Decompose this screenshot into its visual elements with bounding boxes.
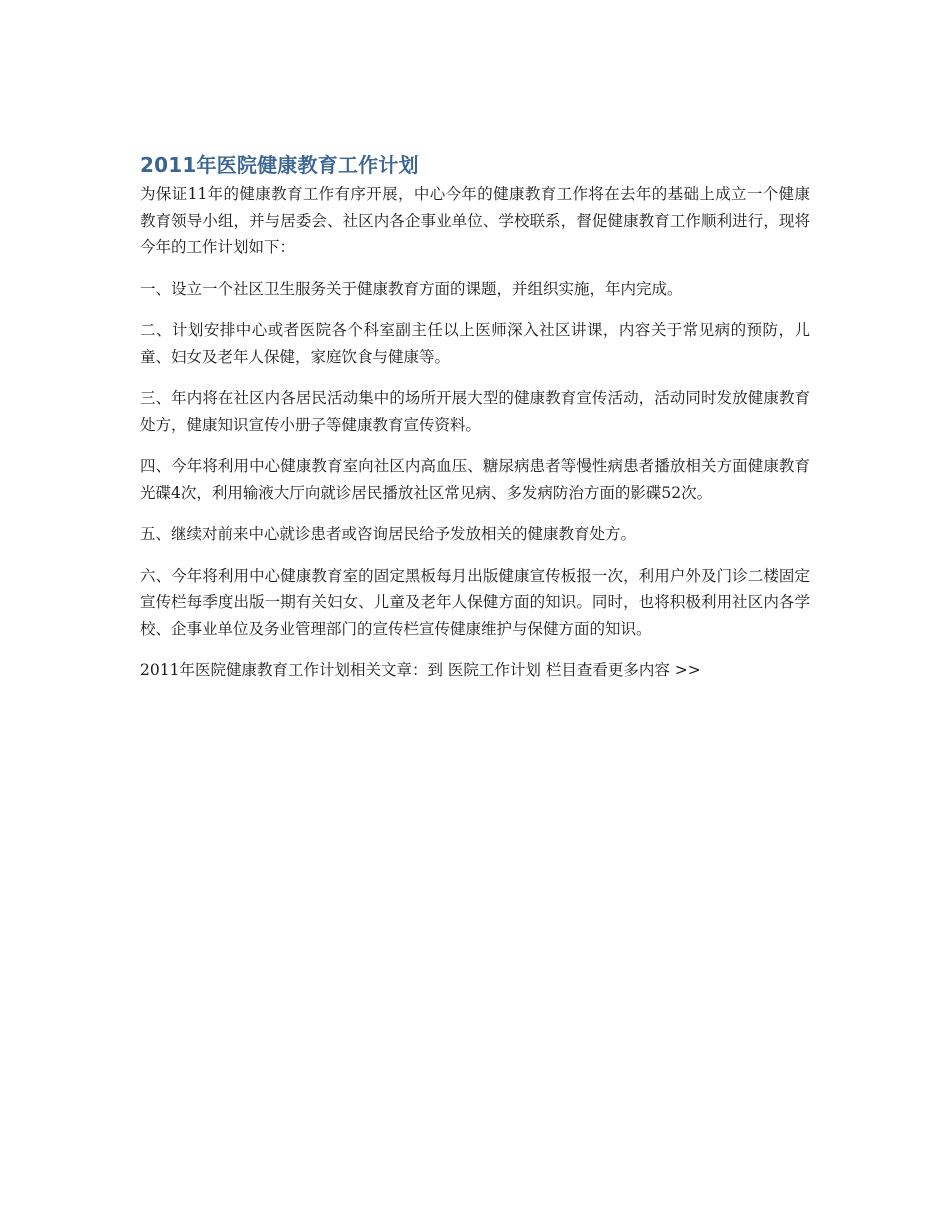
plan-item-5: 五、继续对前来中心就诊患者或咨询居民给予发放相关的健康教育处方。	[140, 525, 637, 543]
intro-paragraph: 为保证11年的健康教育工作有序开展，中心今年的健康教育工作将在去年的基础上成立一个健康教育领导小组，并与居委会、社区内各企事业单位、学校联系，督促健康教育工作顺利进行，现将今年的工作计划如下：	[140, 185, 810, 256]
document-body	[140, 150, 810, 684]
related-suffix: 栏目查看更多内容 >>	[545, 661, 701, 679]
plan-item-2: 二、计划安排中心或者医院各个科室副主任以上医师深入社区讲课，内容关于常见病的预防，儿童、妇女及老年人保健，家庭饮食与健康等。	[140, 321, 810, 366]
plan-item-1: 一、设立一个社区卫生服务关于健康教育方面的课题，并组织实施，年内完成。	[140, 279, 683, 298]
related-prefix: 2011年医院健康教育工作计划相关文章：到	[140, 661, 443, 679]
plan-item-4: 四、今年将利用中心健康教育室向社区内高血压、糖尿病患者等慢性病患者播放相关方面健康教育光碟4次，利用输液大厅向就诊居民播放社区常见病、多发病防治方面的影碟52次。	[140, 457, 810, 502]
plan-item-6: 六、今年将利用中心健康教育室的固定黑板每月出版健康宣传板报一次，利用户外及门诊二楼固定宣传栏每季度出版一期有关妇女、儿童及老年人保健方面的知识。同时，也将积极利用社区内各学校、企事业单位及务业管理部门的宣传栏宣传健康维护与保健方面的知识。	[140, 566, 810, 638]
category-link[interactable]: 医院工作计划	[447, 661, 541, 679]
related-articles-line	[140, 657, 810, 684]
document-title: 2011年医院健康教育工作计划	[140, 153, 419, 177]
plan-item-3: 三、年内将在社区内各居民活动集中的场所开展大型的健康教育宣传活动，活动同时发放健康教育处方，健康知识宣传小册子等健康教育宣传资料。	[140, 389, 810, 434]
